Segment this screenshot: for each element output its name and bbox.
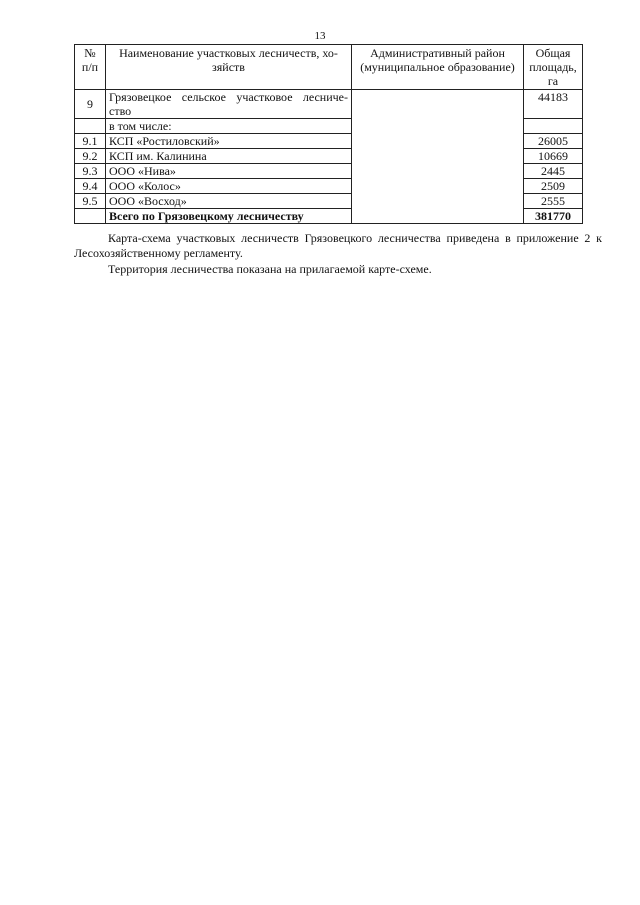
row-name	[106, 90, 352, 119]
row-num: 9.2	[75, 149, 106, 164]
row-area: 10669	[524, 149, 583, 164]
header-area-line1: Общая	[535, 46, 571, 60]
header-name	[106, 45, 352, 90]
paragraph-map-reference: Карта-схема участковых лесничеств Грязовецкого лесничества приведена в приложение 2 к Лесохозяйственному регламенту.	[74, 231, 602, 260]
row-area	[524, 119, 583, 134]
row-name-line1: Грязовецкое сельское участковое лесниче-	[109, 90, 348, 104]
row-area: 26005	[524, 134, 583, 149]
row-name: КСП им. Калинина	[106, 149, 352, 164]
row-num: 9.1	[75, 134, 106, 149]
row-name: ООО «Нива»	[106, 164, 352, 179]
header-district-line1: Административный район	[370, 46, 505, 60]
row-num: 9.3	[75, 164, 106, 179]
row-name: ООО «Колос»	[106, 179, 352, 194]
row-area: 2509	[524, 179, 583, 194]
row-name: КСП «Ростиловский»	[106, 134, 352, 149]
including-label: в том числе:	[106, 119, 352, 134]
total-area: 381770	[524, 209, 583, 224]
row-area: 2445	[524, 164, 583, 179]
row-area: 44183	[524, 90, 583, 119]
header-district-line2: (муниципальное образование)	[360, 60, 515, 74]
table-row-main	[75, 90, 583, 119]
header-num-line1: №	[84, 46, 96, 60]
row-num: 9	[75, 90, 106, 119]
row-name: ООО «Восход»	[106, 194, 352, 209]
row-num: 9.4	[75, 179, 106, 194]
row-num	[75, 209, 106, 224]
header-area-line2: площадь, га	[529, 60, 577, 88]
header-district	[352, 45, 524, 90]
row-num: 9.5	[75, 194, 106, 209]
header-area	[524, 45, 583, 90]
total-label: Всего по Грязовецкому лесничеству	[106, 209, 352, 224]
header-name-line2: зяйств	[212, 60, 245, 74]
table-header-row	[75, 45, 583, 90]
header-name-line1: Наименование участковых лесничеств, хо-	[119, 46, 338, 60]
forestry-table	[74, 44, 583, 224]
district-cell	[352, 90, 524, 224]
paragraph-territory: Территория лесничества показана на прилагаемой карте-схеме.	[108, 262, 432, 276]
header-num-line2: п/п	[81, 60, 99, 74]
header-num	[75, 45, 106, 90]
row-num	[75, 119, 106, 134]
row-name-line2: ство	[109, 104, 132, 118]
row-area: 2555	[524, 194, 583, 209]
page-number: 13	[314, 30, 326, 42]
